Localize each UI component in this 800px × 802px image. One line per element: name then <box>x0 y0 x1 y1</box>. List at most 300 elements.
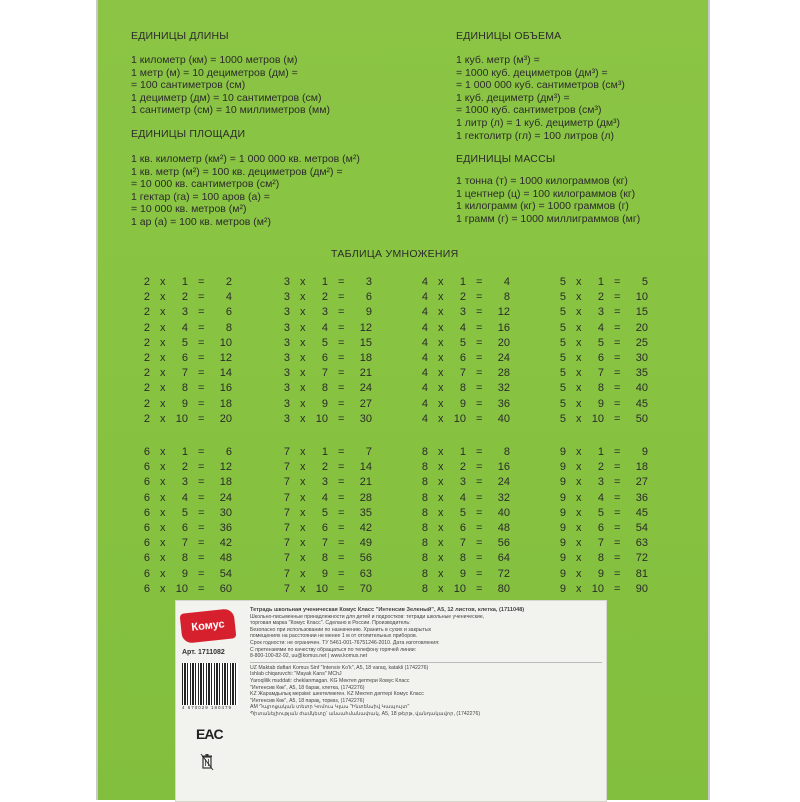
times-sign: x <box>300 397 306 410</box>
multiplier: 4 <box>421 276 428 288</box>
mass-unit-line: 1 центнер (ц) = 100 килограммов (кг) <box>456 187 636 200</box>
equals-sign: = <box>198 567 205 580</box>
multiplier: 5 <box>559 382 566 395</box>
product: 15 <box>359 336 372 349</box>
multiplier: 9 <box>559 446 566 458</box>
multiplication-row <box>418 352 518 367</box>
product: 35 <box>635 367 648 380</box>
multiplication-row <box>418 337 518 352</box>
product: 63 <box>359 567 372 580</box>
product: 4 <box>225 291 232 304</box>
factor: 4 <box>597 321 604 334</box>
label-divider <box>250 662 602 663</box>
factor: 6 <box>597 521 604 534</box>
times-sign: x <box>438 306 444 319</box>
factor: 4 <box>321 491 328 504</box>
multiplication-column-4 <box>418 276 518 428</box>
multiplier: 8 <box>421 582 428 595</box>
multiplication-row <box>556 568 656 583</box>
times-sign: x <box>438 412 444 425</box>
length-unit-line: 1 сантиметр (см) = 10 миллиметров (мм) <box>131 104 330 117</box>
times-sign: x <box>576 276 582 288</box>
product: 8 <box>225 321 232 334</box>
equals-sign: = <box>476 521 483 534</box>
multiplier: 7 <box>283 537 290 550</box>
multiplier: 3 <box>283 306 290 319</box>
factor: 8 <box>181 552 188 565</box>
factor: 10 <box>591 582 604 595</box>
multiplication-row <box>418 446 518 461</box>
multiplication-column-3 <box>280 276 380 428</box>
times-sign: x <box>160 321 166 334</box>
multiplier: 8 <box>421 552 428 565</box>
multiplication-row <box>140 492 240 507</box>
equals-sign: = <box>338 476 345 489</box>
product: 40 <box>497 412 510 425</box>
equals-sign: = <box>614 476 621 489</box>
multiplication-row <box>418 322 518 337</box>
equals-sign: = <box>476 367 483 380</box>
volume-unit-line: 1 куб. дециметр (дм³) = <box>456 91 570 104</box>
factor: 4 <box>459 491 466 504</box>
product: 16 <box>497 321 510 334</box>
multiplication-row <box>280 367 380 382</box>
product: 8 <box>503 446 510 458</box>
product: 30 <box>635 351 648 364</box>
equals-sign: = <box>476 382 483 395</box>
product: 80 <box>497 582 510 595</box>
multiplier: 3 <box>283 412 290 425</box>
product: 54 <box>635 521 648 534</box>
multiplier: 8 <box>421 506 428 519</box>
factor: 3 <box>321 306 328 319</box>
equals-sign: = <box>338 446 345 458</box>
times-sign: x <box>160 367 166 380</box>
multiplier: 9 <box>559 521 566 534</box>
multiplication-table-title: ТАБЛИЦА УМНОЖЕНИЯ <box>331 248 459 260</box>
equals-sign: = <box>614 321 621 334</box>
multiplier: 2 <box>143 306 150 319</box>
multiplier: 5 <box>559 306 566 319</box>
product: 63 <box>635 537 648 550</box>
factor: 3 <box>459 476 466 489</box>
equals-sign: = <box>614 306 621 319</box>
times-sign: x <box>576 291 582 304</box>
times-sign: x <box>160 461 166 474</box>
product: 32 <box>497 382 510 395</box>
factor: 3 <box>181 476 188 489</box>
multiplication-row <box>140 413 240 428</box>
length-units-title: ЕДИНИЦЫ ДЛИНЫ <box>131 30 229 42</box>
equals-sign: = <box>338 461 345 474</box>
factor: 6 <box>321 351 328 364</box>
times-sign: x <box>576 367 582 380</box>
label-text-line: AM Դպրոցական տետր Կոմուս Կլաս "Ինտենսիվ Կապույտ" <box>250 704 410 711</box>
equals-sign: = <box>198 537 205 550</box>
product: 32 <box>497 491 510 504</box>
multiplication-row <box>556 476 656 491</box>
multiplication-row <box>556 492 656 507</box>
product: 27 <box>635 476 648 489</box>
multiplier: 2 <box>143 336 150 349</box>
times-sign: x <box>300 382 306 395</box>
volume-unit-line: 1 литр (л) = 1 куб. дециметр (дм³) <box>456 116 621 129</box>
times-sign: x <box>300 537 306 550</box>
times-sign: x <box>300 276 306 288</box>
equals-sign: = <box>614 276 621 288</box>
product: 5 <box>641 276 648 288</box>
multiplication-row <box>280 352 380 367</box>
label-text-line: Պիտանելիության ժամկետը՝ անսահմանափակ, A5, 18 թերթ, վանդակավոր, (1742276) <box>250 710 481 717</box>
label-text-line: С претензиями по качеству обращаться по телефону горячей линии: <box>250 646 417 653</box>
equals-sign: = <box>614 367 621 380</box>
equals-sign: = <box>476 306 483 319</box>
product: 18 <box>635 461 648 474</box>
multiplication-column-5 <box>556 276 656 428</box>
product: 64 <box>497 552 510 565</box>
product: 20 <box>497 336 510 349</box>
product: 45 <box>635 506 648 519</box>
times-sign: x <box>576 336 582 349</box>
multiplication-row <box>140 446 240 461</box>
product: 15 <box>635 306 648 319</box>
multiplier: 3 <box>283 291 290 304</box>
area-unit-line: = 10 000 кв. метров (м²) <box>131 203 247 216</box>
factor: 6 <box>459 351 466 364</box>
times-sign: x <box>160 521 166 534</box>
times-sign: x <box>576 321 582 334</box>
product: 7 <box>365 446 372 458</box>
factor: 3 <box>459 306 466 319</box>
product: 10 <box>635 291 648 304</box>
equals-sign: = <box>198 506 205 519</box>
multiplication-row <box>280 337 380 352</box>
factor: 9 <box>597 397 604 410</box>
multiplier: 7 <box>283 552 290 565</box>
equals-sign: = <box>198 412 205 425</box>
multiplier: 9 <box>559 552 566 565</box>
label-text-line: UZ Maktab daftari Komus Sinf "Intensiv Ko'k", A5, 18 varaq, katakli (1742276) <box>250 664 429 671</box>
equals-sign: = <box>614 491 621 504</box>
times-sign: x <box>576 521 582 534</box>
label-text-line: "Интенсив Көк", А5, 18 барак, клетка, (1742276) <box>250 684 365 691</box>
times-sign: x <box>160 336 166 349</box>
factor: 7 <box>181 537 188 550</box>
times-sign: x <box>438 521 444 534</box>
product-label <box>175 600 607 802</box>
times-sign: x <box>300 351 306 364</box>
multiplier: 8 <box>421 491 428 504</box>
times-sign: x <box>160 537 166 550</box>
multiplication-row <box>280 583 380 598</box>
equals-sign: = <box>614 336 621 349</box>
multiplication-row <box>280 446 380 461</box>
equals-sign: = <box>476 506 483 519</box>
product: 56 <box>359 552 372 565</box>
times-sign: x <box>160 351 166 364</box>
times-sign: x <box>160 397 166 410</box>
multiplication-row <box>556 382 656 397</box>
times-sign: x <box>438 552 444 565</box>
times-sign: x <box>160 506 166 519</box>
equals-sign: = <box>198 476 205 489</box>
multiplication-row <box>418 507 518 522</box>
product: 30 <box>219 506 232 519</box>
factor: 10 <box>175 582 188 595</box>
multiplication-row <box>418 537 518 552</box>
times-sign: x <box>438 476 444 489</box>
factor: 8 <box>459 382 466 395</box>
area-unit-line: 1 кв. километр (км²) = 1 000 000 кв. метров (м²) <box>131 153 360 165</box>
factor: 5 <box>597 336 604 349</box>
multiplier: 2 <box>143 321 150 334</box>
multiplier: 3 <box>283 321 290 334</box>
times-sign: x <box>160 582 166 595</box>
equals-sign: = <box>198 336 205 349</box>
product: 60 <box>219 582 232 595</box>
factor: 6 <box>597 351 604 364</box>
factor: 10 <box>175 412 188 425</box>
equals-sign: = <box>198 306 205 319</box>
times-sign: x <box>300 567 306 580</box>
factor: 1 <box>181 276 188 288</box>
multiplier: 2 <box>143 291 150 304</box>
multiplication-row <box>280 413 380 428</box>
equals-sign: = <box>338 321 345 334</box>
multiplier: 4 <box>421 291 428 304</box>
label-text-line: помещениях на расстоянии не менее 1 м от отопительных приборов. <box>250 633 418 640</box>
times-sign: x <box>300 291 306 304</box>
equals-sign: = <box>614 506 621 519</box>
factor: 6 <box>181 521 188 534</box>
product: 90 <box>635 582 648 595</box>
label-text-line: 8-800-100-82-92, uu@komus.net | www.komus.net <box>250 653 368 660</box>
factor: 5 <box>321 336 328 349</box>
product: 25 <box>635 336 648 349</box>
factor: 6 <box>181 351 188 364</box>
multiplication-row <box>140 398 240 413</box>
multiplication-column-2 <box>140 276 240 428</box>
label-text-line: Срок годности: не ограничен. ТУ 5461-001-76751246-2010. Дата изготовления: <box>250 639 440 646</box>
times-sign: x <box>160 491 166 504</box>
product: 45 <box>635 397 648 410</box>
equals-sign: = <box>614 537 621 550</box>
factor: 10 <box>591 412 604 425</box>
equals-sign: = <box>476 476 483 489</box>
multiplication-row <box>556 537 656 552</box>
product: 16 <box>219 382 232 395</box>
multiplier: 4 <box>421 321 428 334</box>
factor: 10 <box>315 412 328 425</box>
product: 36 <box>635 491 648 504</box>
multiplier: 9 <box>559 461 566 474</box>
length-unit-line: 1 дециметр (дм) = 10 сантиметров (см) <box>131 91 322 104</box>
product: 48 <box>219 552 232 565</box>
equals-sign: = <box>614 382 621 395</box>
multiplication-row <box>280 507 380 522</box>
multiplication-row <box>140 306 240 321</box>
length-unit-line: = 100 сантиметров (см) <box>131 79 246 92</box>
equals-sign: = <box>198 321 205 334</box>
multiplier: 9 <box>559 537 566 550</box>
times-sign: x <box>300 476 306 489</box>
recycle-bin-icon <box>200 753 214 771</box>
multiplication-row <box>418 367 518 382</box>
times-sign: x <box>576 491 582 504</box>
label-text-line: Школьно-письменные принадлежности для детей и подростков: тетради школьные ученические, <box>250 613 485 620</box>
volume-units-list <box>456 54 625 142</box>
article-number: Арт. 1711082 <box>182 649 225 656</box>
equals-sign: = <box>614 291 621 304</box>
multiplication-row <box>556 507 656 522</box>
product: 54 <box>219 567 232 580</box>
equals-sign: = <box>338 291 345 304</box>
product: 8 <box>503 291 510 304</box>
multiplication-row <box>556 306 656 321</box>
factor: 8 <box>597 382 604 395</box>
area-units-title: ЕДИНИЦЫ ПЛОЩАДИ <box>131 128 246 140</box>
multiplication-row <box>140 352 240 367</box>
multiplier: 7 <box>283 446 290 458</box>
equals-sign: = <box>338 537 345 550</box>
multiplier: 4 <box>421 306 428 319</box>
multiplication-row <box>140 537 240 552</box>
multiplier: 8 <box>421 446 428 458</box>
multiplier: 5 <box>559 336 566 349</box>
multiplier: 2 <box>143 367 150 380</box>
multiplication-row <box>418 568 518 583</box>
equals-sign: = <box>198 582 205 595</box>
equals-sign: = <box>614 582 621 595</box>
multiplication-row <box>140 507 240 522</box>
times-sign: x <box>160 306 166 319</box>
multiplier: 9 <box>559 567 566 580</box>
times-sign: x <box>300 412 306 425</box>
factor: 5 <box>181 506 188 519</box>
equals-sign: = <box>476 351 483 364</box>
multiplier: 3 <box>283 351 290 364</box>
factor: 2 <box>459 461 466 474</box>
product: 3 <box>365 276 372 288</box>
volume-unit-line: = 1000 куб. сантиметров (см³) <box>456 104 602 117</box>
multiplier: 5 <box>559 321 566 334</box>
multiplier: 5 <box>559 367 566 380</box>
multiplication-row <box>418 291 518 306</box>
multiplication-row <box>556 337 656 352</box>
factor: 1 <box>459 446 466 458</box>
area-unit-line: 1 кв. метр (м²) = 100 кв. дециметров (дм²) = <box>131 165 343 178</box>
times-sign: x <box>300 306 306 319</box>
factor: 1 <box>459 276 466 288</box>
factor: 9 <box>459 397 466 410</box>
multiplication-row <box>418 552 518 567</box>
times-sign: x <box>438 397 444 410</box>
factor: 7 <box>181 367 188 380</box>
equals-sign: = <box>198 521 205 534</box>
product: 21 <box>359 367 372 380</box>
product: 21 <box>359 476 372 489</box>
times-sign: x <box>576 552 582 565</box>
multiplication-row <box>280 276 380 291</box>
barcode-number: 4 670029 180479 <box>182 705 233 710</box>
multiplier: 9 <box>559 506 566 519</box>
multiplier: 4 <box>421 382 428 395</box>
equals-sign: = <box>198 491 205 504</box>
equals-sign: = <box>338 506 345 519</box>
multiplication-column-8 <box>418 446 518 598</box>
area-unit-line: 1 ар (а) = 100 кв. метров (м²) <box>131 215 271 228</box>
product: 42 <box>359 521 372 534</box>
product: 81 <box>635 567 648 580</box>
equals-sign: = <box>476 537 483 550</box>
multiplication-row <box>280 306 380 321</box>
equals-sign: = <box>198 461 205 474</box>
product: 12 <box>219 351 232 364</box>
product: 72 <box>497 567 510 580</box>
times-sign: x <box>576 461 582 474</box>
times-sign: x <box>160 446 166 458</box>
multiplication-row <box>418 522 518 537</box>
volume-unit-line: 1 гектолитр (гл) = 100 литров (л) <box>456 129 614 142</box>
factor: 10 <box>453 582 466 595</box>
factor: 2 <box>459 291 466 304</box>
product: 48 <box>497 521 510 534</box>
multiplier: 4 <box>421 351 428 364</box>
multiplier: 2 <box>143 412 150 425</box>
product: 72 <box>635 552 648 565</box>
volume-unit-line: = 1 000 000 куб. сантиметров (см³) <box>456 79 625 92</box>
multiplier: 2 <box>143 382 150 395</box>
times-sign: x <box>576 412 582 425</box>
factor: 10 <box>315 582 328 595</box>
equals-sign: = <box>476 276 483 288</box>
product: 20 <box>635 321 648 334</box>
factor: 4 <box>321 321 328 334</box>
product: 18 <box>359 351 372 364</box>
multiplication-row <box>556 522 656 537</box>
times-sign: x <box>160 476 166 489</box>
multiplier: 6 <box>143 461 150 474</box>
multiplication-row <box>140 291 240 306</box>
multiplication-row <box>556 446 656 461</box>
product: 18 <box>219 397 232 410</box>
product: 49 <box>359 537 372 550</box>
equals-sign: = <box>614 446 621 458</box>
multiplier: 8 <box>421 461 428 474</box>
multiplier: 7 <box>283 476 290 489</box>
times-sign: x <box>300 446 306 458</box>
factor: 5 <box>181 336 188 349</box>
times-sign: x <box>576 446 582 458</box>
times-sign: x <box>160 412 166 425</box>
factor: 5 <box>321 506 328 519</box>
factor: 7 <box>597 367 604 380</box>
times-sign: x <box>438 291 444 304</box>
multiplier: 6 <box>143 491 150 504</box>
product: 24 <box>359 382 372 395</box>
multiplier: 4 <box>421 336 428 349</box>
times-sign: x <box>300 582 306 595</box>
product: 56 <box>497 537 510 550</box>
multiplication-row <box>280 537 380 552</box>
multiplier: 4 <box>421 397 428 410</box>
factor: 8 <box>597 552 604 565</box>
times-sign: x <box>438 582 444 595</box>
factor: 5 <box>597 506 604 519</box>
factor: 3 <box>321 476 328 489</box>
factor: 7 <box>321 367 328 380</box>
product: 9 <box>365 306 372 319</box>
